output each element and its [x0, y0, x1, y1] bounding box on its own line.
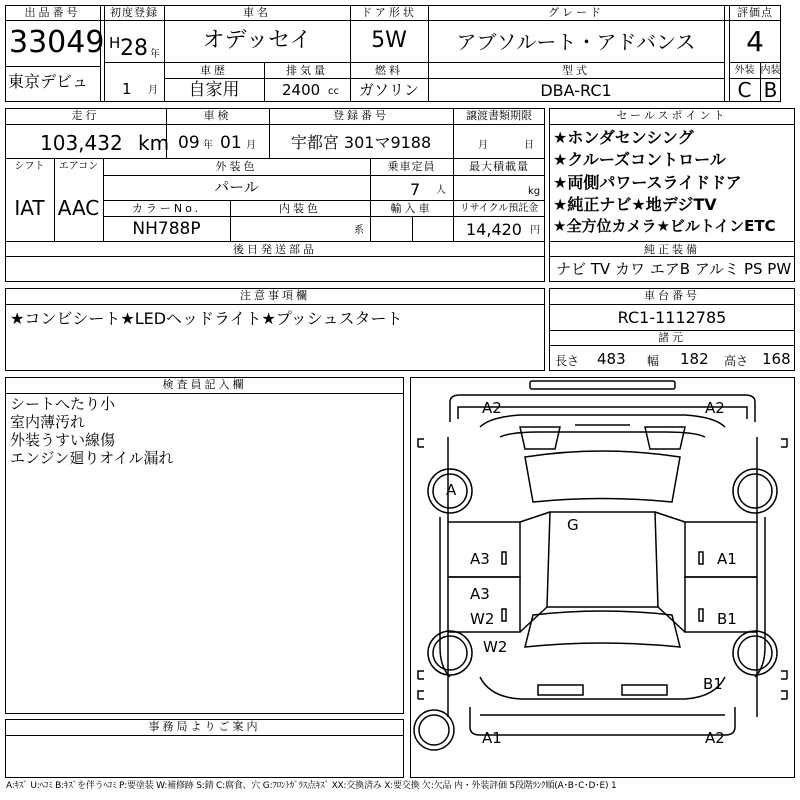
lot-label: 出品番号	[24, 6, 81, 19]
load-unit: kg	[528, 186, 541, 197]
mark-door-right-2: B1	[717, 610, 737, 628]
reg-year-unit: 年	[150, 49, 160, 60]
seats-unit: 人	[436, 185, 446, 196]
inspect-month: 01	[220, 133, 242, 153]
intcolor-unit: 系	[354, 225, 364, 236]
import-label: 輸入車	[390, 202, 433, 215]
office-label: 事務局よりご案内	[148, 720, 261, 733]
color-value: パール	[214, 178, 259, 196]
inspect-label: 車検	[203, 109, 232, 122]
history-value: 自家用	[188, 80, 240, 100]
inspector-line-3: 外装うすい線傷	[10, 431, 116, 449]
ac-value: AAC	[57, 196, 100, 220]
ext-value: C	[737, 78, 752, 102]
history-label: 車歴	[200, 64, 228, 77]
int-value: B	[763, 78, 778, 102]
length-label: 長さ	[555, 354, 580, 368]
reg-year: 28	[120, 36, 148, 61]
mileage-unit: km	[138, 131, 170, 155]
mark-roof: G	[567, 516, 579, 534]
door-label: ドア形状	[361, 6, 417, 19]
chassis-value: RC1-1112785	[617, 308, 727, 327]
equip-label: 純正装備	[644, 243, 700, 256]
model-label: 型式	[562, 64, 590, 77]
ext-label: 外装	[734, 65, 755, 76]
recycle-unit: 円	[530, 225, 540, 236]
recycle-label: リサイクル預託金	[459, 203, 539, 214]
intcolor-label: 内装色	[279, 202, 321, 215]
inspector-line-4: エンジン廻りオイル漏れ	[10, 449, 174, 467]
grade-value: アブソルート・アドバンス	[456, 30, 696, 54]
reg-label: 初度登録	[110, 6, 158, 19]
score-value: 4	[746, 25, 764, 58]
sales-point-5: ★全方位カメラ★ビルトインETC	[553, 217, 776, 235]
lot-value: 33049	[9, 25, 105, 60]
mark-wheel-front-left: A	[446, 481, 457, 499]
shift-value: IAT	[14, 196, 45, 220]
colorno-value: NH788P	[132, 219, 201, 239]
shift-label: シフト	[14, 161, 45, 172]
width-value: 182	[680, 350, 709, 368]
name-label: 車名	[243, 6, 271, 19]
later-parts-label: 後日発送部品	[233, 243, 317, 256]
mark-wheel-left: W2	[470, 610, 495, 628]
inspect-month-unit: 月	[246, 140, 256, 151]
ac-label: エアコン	[58, 161, 99, 172]
sales-point-1: ★ホンダセンシング	[553, 128, 694, 147]
sales-point-4: ★純正ナビ★地デジTV	[553, 195, 717, 214]
notes-label: 注意事項欄	[240, 289, 310, 302]
sales-label: セールスポイント	[616, 109, 728, 122]
mark-door-left-2: A3	[470, 585, 490, 603]
era-text: H	[109, 34, 121, 52]
transfer-month: 月	[478, 140, 488, 151]
inspector-label: 検査員記入欄	[162, 378, 247, 391]
mark-door-left-1: A3	[470, 550, 490, 568]
notes-text: ★コンビシート★LEDヘッドライト★プッシュスタート	[10, 309, 403, 328]
width-label: 幅	[647, 354, 660, 368]
cc-unit: cc	[328, 86, 339, 97]
sales-point-2: ★クルーズコントロール	[553, 150, 726, 169]
colorno-label: カラーNo.	[131, 202, 202, 215]
mark-wheel-rear-left: W2	[483, 638, 508, 656]
spec-label: 諸元	[658, 331, 686, 344]
transfer-day: 日	[524, 140, 534, 151]
plate-label: 登録番号	[333, 109, 389, 122]
debut-text: 東京デビュ	[8, 72, 89, 91]
mark-quarter-right: B1	[703, 675, 723, 693]
length-value: 483	[597, 350, 626, 368]
legend-text: A:ｷｽﾞ U:ﾍｺﾐ B:ｷｽﾞを伴うﾍｺﾐ P:要塗装 W:補修跡 S:錆 C:腐食、穴 G:ﾌﾛﾝﾄｶﾞﾗｽ点ｷｽﾞ XX:交換済み X:要交換 欠:欠品 内・外装評価 5段階ﾗﾝｸ順(A･B･C･D･E) 1	[6, 781, 617, 791]
load-label: 最大積載量	[469, 160, 529, 173]
mileage-label: 走行	[71, 109, 100, 122]
height-value: 168	[762, 350, 791, 368]
name-value: オデッセイ	[202, 28, 312, 53]
mark-front-right: A2	[705, 399, 725, 417]
score-label: 評価点	[737, 6, 773, 19]
recycle-value: 14,420	[466, 220, 522, 239]
inspector-line-1: シートへたり小	[10, 395, 116, 413]
mileage-value: 103,432	[40, 131, 123, 155]
seats-label: 乗車定員	[387, 160, 436, 173]
plate-value: 宇都宮 301マ9188	[290, 133, 432, 152]
inspect-year-unit: 年	[203, 140, 213, 151]
int-label: 内装	[760, 65, 781, 76]
car-outline-diagram	[410, 377, 795, 778]
seats-value: 7	[410, 180, 421, 199]
mark-rear-right: A2	[705, 729, 725, 747]
reg-month: 1	[122, 80, 132, 98]
chassis-label: 車台番号	[644, 289, 700, 302]
grade-label: グレード	[548, 6, 604, 19]
color-label: 外装色	[215, 160, 258, 173]
mark-rear-left: A1	[482, 729, 502, 747]
reg-month-unit: 月	[148, 85, 158, 96]
mark-front-left: A2	[482, 399, 502, 417]
door-value: 5W	[371, 28, 407, 53]
height-label: 高さ	[724, 354, 749, 368]
fuel-label: 燃料	[375, 64, 403, 77]
sales-point-3: ★両側パワースライドドア	[553, 173, 742, 192]
model-value: DBA-RC1	[540, 81, 612, 100]
cc-label: 排気量	[286, 64, 328, 77]
transfer-label: 譲渡書類期限	[466, 109, 532, 122]
fuel-value: ガソリン	[358, 81, 419, 99]
inspector-line-2: 室内薄汚れ	[10, 413, 86, 431]
inspect-year: 09	[178, 133, 200, 153]
mark-door-right-1: A1	[717, 550, 737, 568]
equip-value: ナビ TV カワ エアB アルミ PS PW	[556, 260, 792, 278]
cc-value: 2400	[282, 81, 321, 99]
